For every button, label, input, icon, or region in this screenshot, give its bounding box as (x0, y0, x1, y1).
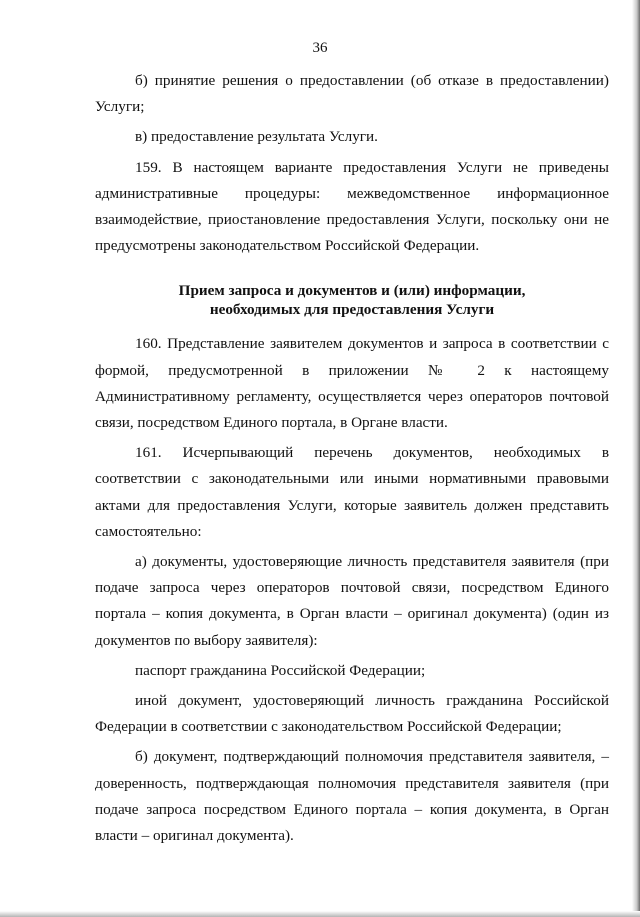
scan-edge-bottom (0, 911, 640, 917)
paragraph-161: 161. Исчерпывающий перечень документов, необходимых в соответствии с законодательными или иными нормативными правовыми актами для предоставления Услуги, которые заявитель должен представить самостоятельно: (95, 444, 609, 540)
page-number: 36 (312, 40, 328, 56)
paragraph-a-documents: а) документы, удостоверяющие личность представителя заявителя (при подаче запроса через операторов почтовой связи, посредством Единого портала – копия документа, в Орган власти – оригинал документа) (один из документов по выбору заявителя): (95, 553, 609, 649)
document-body (95, 68, 609, 849)
section-heading-line-1: Прием запроса и документов и (или) информации, (178, 282, 526, 300)
paragraph-passport: паспорт гражданина Российской Федерации; (135, 661, 426, 679)
paragraph-b-decision: б) принятие решения о предоставлении (об отказе в предоставлении) Услуги; (95, 72, 609, 116)
scan-edge-right (632, 0, 640, 917)
section-heading (95, 281, 609, 319)
paragraph-159: 159. В настоящем варианте предоставления Услуги не приведены административные процедуры: межведомственное информационное взаимодействие, приостановление предоставления Услуги, поскольку они не предусмотрены законодательством Российской Федерации. (95, 158, 609, 255)
section-heading-line-2: необходимых для предоставления Услуги (209, 301, 495, 319)
paragraph-v-result: в) предоставление результата Услуги. (135, 128, 378, 146)
paragraph-160: 160. Представление заявителем документов и запроса в соответствии с формой, предусмотренной в приложении № 2 к настоящему Административному регламенту, осуществляется через операторов почтовой связи, посредством Единого портала, в Органе власти. (95, 335, 609, 432)
paragraph-b-authority: б) документ, подтверждающий полномочия представителя заявителя, – доверенность, подтверждающая полномочия представителя заявителя (при подаче запроса посредством Единого портала – копия документа, в Орган власти – оригинал документа). (95, 748, 609, 845)
paragraph-other-id: иной документ, удостоверяющий личность гражданина Российской Федерации в соответствии с законодательством Российской Федерации; (95, 692, 609, 736)
